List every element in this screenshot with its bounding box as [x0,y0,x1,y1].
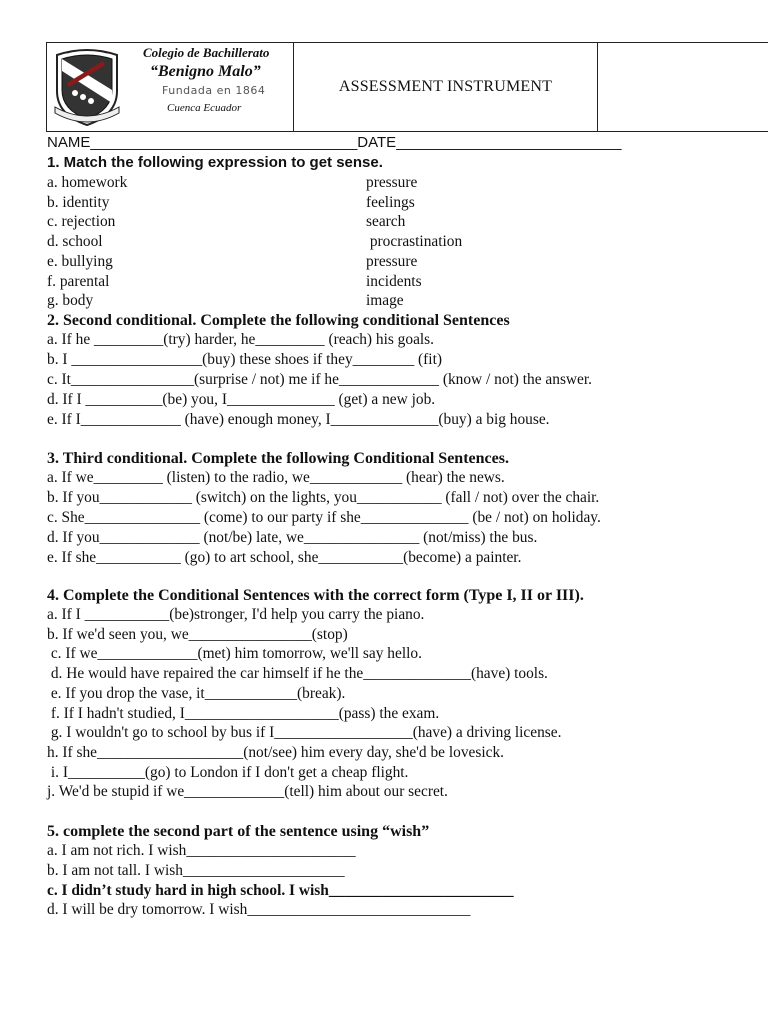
match-right-item: pressure [366,252,418,270]
school-name: Colegio de Bachillerato [143,45,270,60]
question-item: b. I am not tall. I wish_____________________ [47,861,345,879]
school-crest-icon [53,47,121,127]
match-right-item: pressure [366,174,418,191]
question-item: e. If she___________ (go) to art school, she___________(become) a painter. [47,548,522,566]
question-item: b. If you____________ (switch) on the lights, you___________ (fall / not) over the chair. [47,488,600,506]
match-left-item: a. homework [47,174,128,191]
question-item: g. I wouldn't go to school by bus if I__________________(have) a driving license. [47,724,562,742]
match-row [0,233,768,253]
match-right-item: procrastination [366,233,463,251]
question-item: a. If he _________(try) harder, he_________ (reach) his goals. [47,331,435,348]
match-row [0,253,768,273]
name-date-line [47,134,621,152]
match-left-item: g. body [47,292,94,310]
question-item: e. If I_____________ (have) enough money, I______________(buy) a big house. [47,410,550,428]
title-cell [294,43,598,132]
question-item: d. If I __________(be) you, I______________ (get) a new job. [47,390,436,408]
match-row [0,174,768,194]
match-row [0,213,768,233]
question-item: e. If you drop the vase, it____________(break). [47,684,346,702]
school-motto: “Benigno Malo” [150,63,261,80]
name-field[interactable]: ________________________________ [90,134,358,151]
school-cell [47,43,294,132]
question-item: c. If we_____________(met) him tomorrow, we'll say hello. [47,645,422,663]
name-label: NAME [47,134,91,151]
school-founded: Fundada en 1864 [162,84,266,97]
date-label: DATE [357,134,397,151]
match-left-item: c. rejection [47,213,116,231]
match-row [0,273,768,293]
document-title: ASSESSMENT INSTRUMENT [338,78,553,95]
question-item: d. He would have repaired the car himself if he the______________(have) tools. [47,665,548,683]
question-item: c. She_______________ (come) to our party if she______________ (be / not) on holiday. [47,508,601,526]
question-item: a. If we_________ (listen) to the radio, we____________ (hear) the news. [47,469,505,486]
match-row [0,194,768,214]
match-right-item: feelings [366,193,415,211]
section2-heading: 2. Second conditional. Complete the following conditional Sentences [47,312,510,329]
section5-heading: 5. complete the second part of the sentence using “wish” [47,823,430,840]
match-left-item: f. parental [47,272,110,290]
question-item: j. We'd be stupid if we_____________(tell) him about our secret. [47,783,448,801]
question-item: f. If I hadn't studied, I____________________(pass) the exam. [47,704,440,722]
match-left-item: e. bullying [47,252,113,270]
question-item: b. If we'd seen you, we________________(stop) [47,625,348,643]
match-left-item: d. school [47,233,103,251]
match-right-item: image [366,292,404,310]
question-item: h. If she___________________(not/see) him every day, she'd be lovesick. [47,743,504,761]
match-right-item: search [366,213,406,231]
question-item: c. It________________(surprise / not) me if he_____________ (know / not) the answer. [47,370,592,388]
section3-heading: 3. Third conditional. Complete the following Conditional Sentences. [47,450,509,467]
section4-heading: 4. Complete the Conditional Sentences with the correct form (Type I, II or III). [47,587,584,604]
match-right-item: incidents [366,272,422,290]
question-item: i. I__________(go) to London if I don't get a cheap flight. [47,763,409,781]
question-item: a. If I ___________(be)stronger, I'd help you carry the piano. [47,606,425,623]
match-row [0,292,768,312]
date-field[interactable]: ___________________________ [396,134,622,151]
match-left-item: b. identity [47,193,110,211]
question-item: c. I didn’t study hard in high school. I wish________________________ [47,881,514,899]
question-item: d. If you_____________ (not/be) late, we_______________ (not/miss) the bus. [47,528,538,546]
header-table [46,42,768,132]
question-item: a. I am not rich. I wish______________________ [47,842,356,859]
empty-cell [598,43,768,132]
question-item: d. I will be dry tomorrow. I wish_____________________________ [47,901,471,919]
school-city: Cuenca Ecuador [167,102,242,114]
question-item: b. I _________________(buy) these shoes if they________ (fit) [47,350,442,368]
section1-heading: 1. Match the following expression to get sense. [47,154,383,171]
